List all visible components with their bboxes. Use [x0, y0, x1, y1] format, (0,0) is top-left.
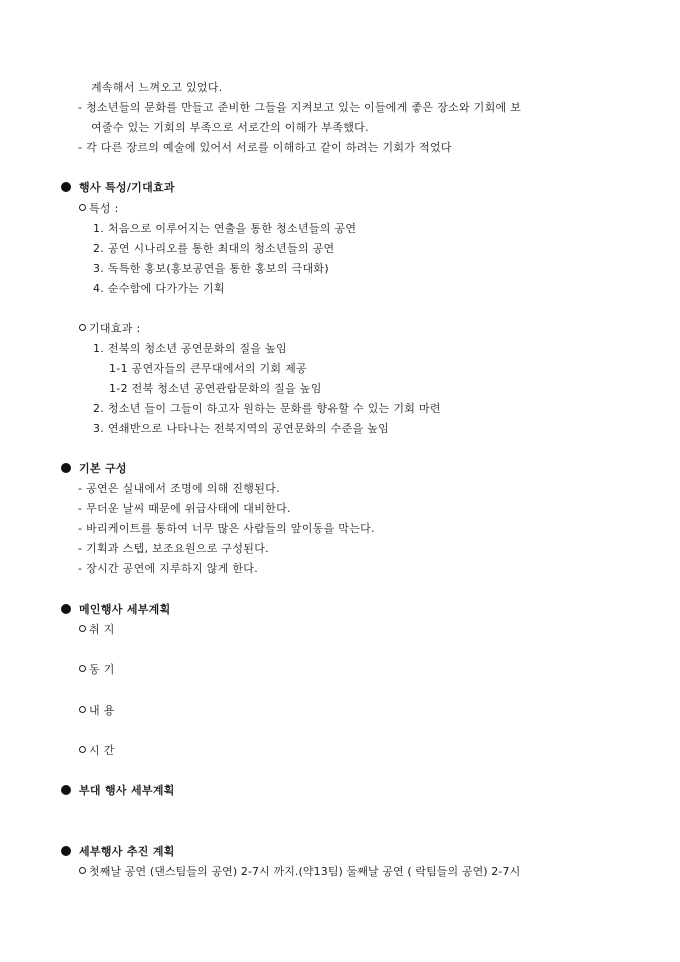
traits-label-text: 특성 :	[89, 202, 119, 215]
trait-item: 2. 공연 시나리오를 통한 최대의 청소년들의 공연	[93, 242, 335, 255]
main-event-item	[79, 623, 115, 637]
effects-label-text: 기대효과 :	[89, 322, 141, 335]
effect-subitem: 1-1 공연자들의 큰무대에서의 기회 제공	[109, 362, 307, 375]
main-event-item	[79, 663, 115, 677]
effect-subitem: 1-2 전북 청소년 공연관람문화의 질을 높임	[109, 382, 322, 395]
intro-line-2: - 청소년들의 문화를 만들고 준비한 그들을 지켜보고 있는 이들에게 좋은 장소와 기회에 보	[78, 101, 522, 114]
basic-item: - 무더운 날씨 때문에 위급사태에 대비한다.	[78, 502, 291, 515]
trait-item: 1. 처음으로 이루어지는 연출을 통한 청소년들의 공연	[93, 222, 357, 235]
section-heading-features	[61, 181, 175, 195]
effects-label	[79, 322, 141, 336]
detail-line	[79, 865, 520, 879]
effect-item: 3. 연쇄반으로 나타나는 전북지역의 공연문화의 수준을 높임	[93, 422, 390, 435]
circle-bullet-icon	[79, 324, 86, 331]
main-event-item	[79, 704, 115, 718]
section-title: 기본 구성	[79, 462, 127, 475]
bullet-icon	[61, 463, 71, 473]
section-title: 행사 특성/기대효과	[79, 181, 175, 194]
main-event-item-label: 내 용	[89, 704, 115, 717]
traits-label	[79, 202, 119, 216]
circle-bullet-icon	[79, 665, 86, 672]
trait-item: 3. 독특한 홍보(홍보공연을 통한 홍보의 극대화)	[93, 262, 329, 275]
effect-item: 2. 청소년 들이 그들이 하고자 원하는 문화를 향유할 수 있는 기회 마련	[93, 402, 441, 415]
basic-item: - 공연은 실내에서 조명에 의해 진행된다.	[78, 482, 280, 495]
basic-item: - 장시간 공연에 지루하지 않게 한다.	[78, 562, 259, 575]
circle-bullet-icon	[79, 706, 86, 713]
circle-bullet-icon	[79, 746, 86, 753]
section-heading-main-event	[61, 603, 171, 617]
main-event-item-label: 취 지	[89, 623, 115, 636]
circle-bullet-icon	[79, 625, 86, 632]
basic-item: - 바리케이트를 통하여 너무 많은 사람들의 앞이동을 막는다.	[78, 522, 375, 535]
intro-line-4: - 각 다른 장르의 예술에 있어서 서로를 이해하고 같이 하려는 기회가 적었다	[78, 141, 452, 154]
circle-bullet-icon	[79, 867, 86, 874]
main-event-item-label: 시 간	[89, 744, 115, 757]
basic-item: - 기획과 스텝, 보조요원으로 구성된다.	[78, 542, 269, 555]
bullet-icon	[61, 846, 71, 856]
main-event-item	[79, 744, 115, 758]
section-heading-sub-event	[61, 784, 175, 798]
bullet-icon	[61, 785, 71, 795]
bullet-icon	[61, 604, 71, 614]
circle-bullet-icon	[79, 204, 86, 211]
section-title: 부대 행사 세부계획	[79, 784, 175, 797]
trait-item: 4. 순수함에 다가가는 기획	[93, 282, 225, 295]
section-title: 메인행사 세부계획	[79, 603, 171, 616]
section-heading-basic	[61, 462, 127, 476]
bullet-icon	[61, 182, 71, 192]
effect-item: 1. 전북의 청소년 공연문화의 질을 높임	[93, 342, 287, 355]
detail-line-text: 첫째날 공연 (댄스팀들의 공연) 2-7시 까지.(약13팀) 둘째날 공연 ( 락팀들의 공연) 2-7시	[89, 865, 521, 878]
section-title: 세부행사 추진 계획	[79, 845, 175, 858]
intro-line-1: 계속해서 느껴오고 있었다.	[91, 81, 223, 94]
section-heading-detail	[61, 845, 175, 859]
main-event-item-label: 동 기	[89, 663, 115, 676]
intro-line-3: 여줄수 있는 기회의 부족으로 서로간의 이해가 부족했다.	[91, 121, 369, 134]
